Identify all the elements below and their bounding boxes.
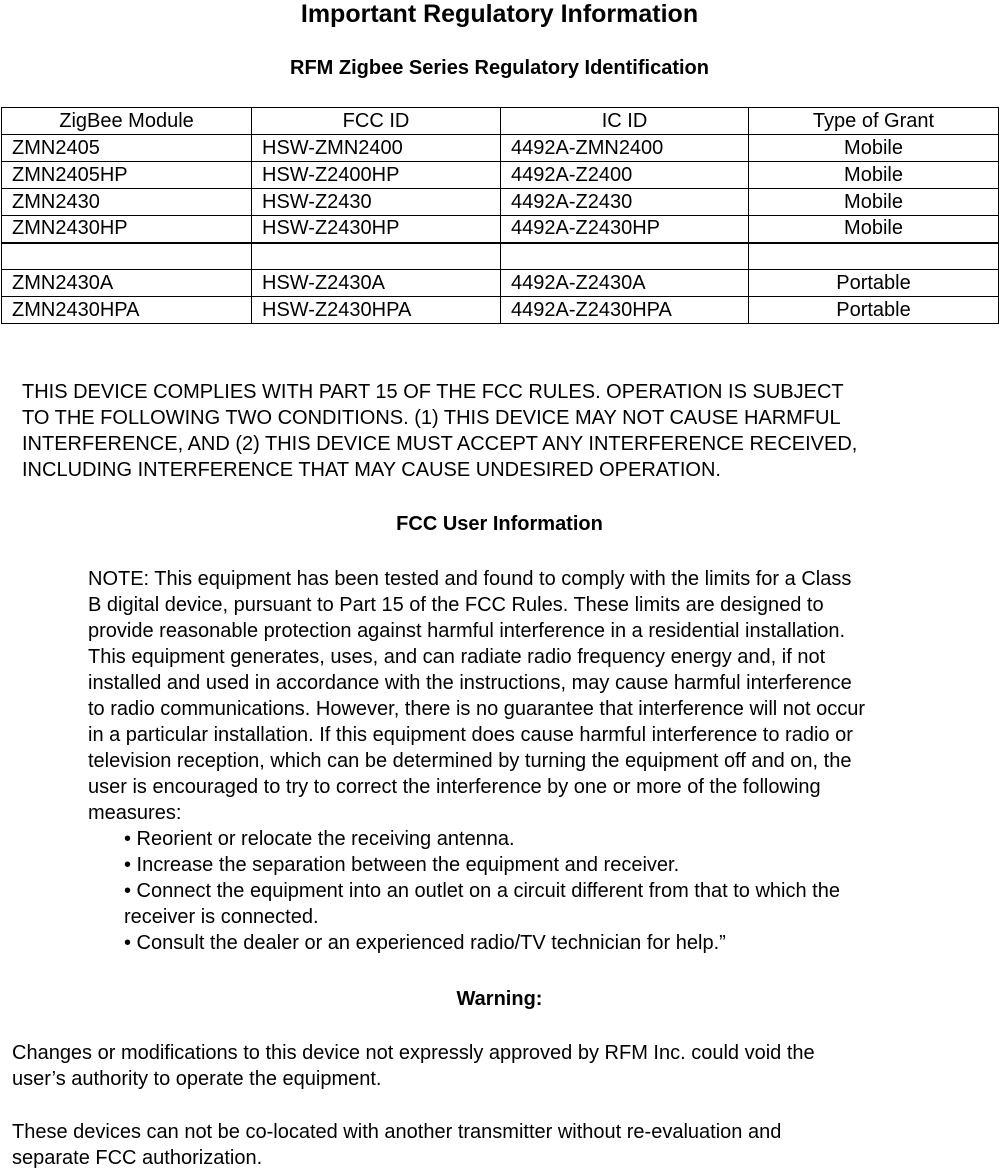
fcc-id-cell: HSW-ZMN2400: [252, 135, 501, 162]
warning-paragraph: Changes or modifications to this device not expressly approved by RFM Inc. could void the user’s authority to operate the equipment.: [12, 1042, 815, 1090]
ic-id-cell: 4492A-Z2430HP: [501, 216, 749, 243]
column-header-ic-id: IC ID: [501, 108, 749, 135]
table-row: [2, 135, 999, 162]
ic-id-cell: 4492A-ZMN2400: [501, 135, 749, 162]
ic-id-cell: 4492A-Z2430: [501, 189, 749, 216]
fcc-id-cell: HSW-Z2430HP: [252, 216, 501, 243]
page-title: Important Regulatory Information: [300, 0, 699, 28]
ic-id-cell: 4492A-Z2430A: [501, 270, 749, 297]
fcc-id-cell: [252, 243, 501, 270]
grant-cell: Portable: [749, 270, 999, 297]
table-row: [2, 216, 999, 243]
module-cell: ZMN2405: [2, 135, 252, 162]
fcc-id-cell: HSW-Z2430HPA: [252, 297, 501, 324]
measures-list: [124, 826, 984, 956]
fcc-user-information-heading: FCC User Information: [396, 513, 603, 535]
colocation-paragraph: These devices can not be co-located with another transmitter without re-evaluation and separate FCC authorization.: [12, 1121, 782, 1169]
table-row: [2, 297, 999, 324]
grant-cell: Mobile: [749, 189, 999, 216]
table-row-empty: [2, 243, 999, 270]
fcc-id-cell: HSW-Z2430: [252, 189, 501, 216]
fcc-note-paragraph: NOTE: This equipment has been tested and found to comply with the limits for a Class B digital device, pursuant to Part 15 of the FCC Rules. These limits are designed to provide reasonable protection against harmful interference in a residential installation. This equipment generates, uses, and can radiate radio frequency energy and, if not installed and used in accordance with the instructions, may cause harmful interference to radio communications. However, there is no guarantee that interference will not occur in a particular installation. If this equipment does cause harmful interference to radio or television reception, which can be determined by turning the equipment off and on, the user is encouraged to try to correct the interference by one or more of the following measures:: [88, 568, 866, 824]
grant-cell: Mobile: [749, 216, 999, 243]
module-cell: [2, 243, 252, 270]
regulatory-table: [1, 107, 999, 324]
warning-heading: Warning:: [456, 988, 543, 1010]
list-item: • Increase the separation between the equipment and receiver.: [124, 854, 680, 876]
fcc-id-cell: HSW-Z2430A: [252, 270, 501, 297]
module-cell: ZMN2430: [2, 189, 252, 216]
grant-cell: Portable: [749, 297, 999, 324]
list-item: • Reorient or relocate the receiving antenna.: [124, 828, 515, 850]
module-cell: ZMN2430A: [2, 270, 252, 297]
list-item: • Connect the equipment into an outlet on a circuit different from that to which the receiver is connected.: [124, 880, 840, 928]
ic-id-cell: [501, 243, 749, 270]
table-row: [2, 270, 999, 297]
module-cell: ZMN2405HP: [2, 162, 252, 189]
column-header-grant: Type of Grant: [749, 108, 999, 135]
grant-cell: [749, 243, 999, 270]
table-header-row: [2, 108, 999, 135]
table-row: [2, 162, 999, 189]
table-row: [2, 189, 999, 216]
ic-id-cell: 4492A-Z2400: [501, 162, 749, 189]
module-cell: ZMN2430HPA: [2, 297, 252, 324]
grant-cell: Mobile: [749, 162, 999, 189]
ic-id-cell: 4492A-Z2430HPA: [501, 297, 749, 324]
fcc-id-cell: HSW-Z2400HP: [252, 162, 501, 189]
grant-cell: Mobile: [749, 135, 999, 162]
column-header-module: ZigBee Module: [2, 108, 252, 135]
fcc-compliance-statement: THIS DEVICE COMPLIES WITH PART 15 OF THE FCC RULES. OPERATION IS SUBJECT TO THE FOLLOWING TWO CONDITIONS. (1) THIS DEVICE MAY NOT CAUSE HARMFUL INTERFERENCE, AND (2) THIS DEVICE MUST ACCEPT ANY INTERFERENCE RECEIVED, INCLUDING INTERFERENCE THAT MAY CAUSE UNDESIRED OPERATION.: [22, 381, 858, 481]
module-cell: ZMN2430HP: [2, 216, 252, 243]
column-header-fcc-id: FCC ID: [252, 108, 501, 135]
page-subtitle: RFM Zigbee Series Regulatory Identification: [290, 57, 709, 79]
list-item: • Consult the dealer or an experienced radio/TV technician for help.”: [124, 932, 726, 954]
